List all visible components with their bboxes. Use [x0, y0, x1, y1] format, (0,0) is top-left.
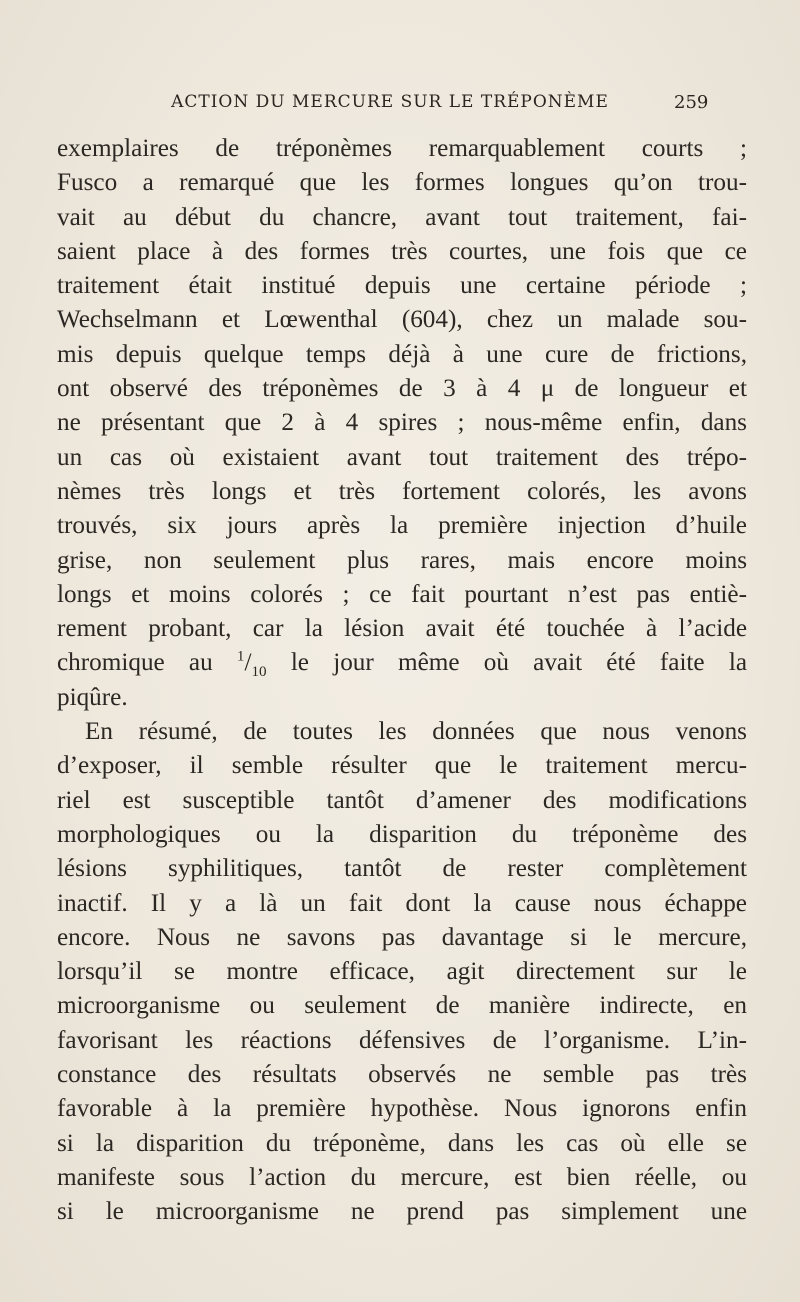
- text-line: si le microorganisme ne prend pas simplement une: [57, 1198, 747, 1226]
- text-line: Wechselmann et Lœwenthal (604), chez un malade sou-: [57, 306, 747, 334]
- text-line: exemplaires de tréponèmes remarquablement courts ;: [57, 135, 747, 162]
- text-line: vait au début du chancre, avant tout traitement, fai-: [57, 203, 747, 231]
- text-fragment: chromique au: [57, 649, 213, 677]
- text-line: mis depuis quelque temps déjà à une cure de frictions,: [57, 340, 747, 368]
- text-line-with-fraction: [57, 646, 747, 680]
- text-line: microorganisme ou seulement de manière indirecte, en: [57, 992, 747, 1020]
- text-line: nèmes très longs et très fortement colorés, les avons: [57, 477, 747, 505]
- running-header: ACTION DU MERCURE SUR LE TRÉPONÈME: [171, 92, 609, 112]
- text-line: favorable à la première hypothèse. Nous ignorons enfin: [57, 1095, 747, 1123]
- fraction: $^1/_{10}$: [236, 649, 267, 681]
- fraction-denominator: 10: [251, 664, 267, 681]
- text-line: lorsqu’il se montre efficace, agit directement sur le: [57, 958, 747, 986]
- text-line: traitement était institué depuis une certaine période ;: [57, 272, 747, 300]
- text-line: morphologiques ou la disparition du tréponème des: [57, 820, 747, 848]
- text-line: rement probant, car la lésion avait été touchée à l’acide: [57, 615, 747, 643]
- text-line: un cas où existaient avant tout traitement des trépo-: [57, 443, 747, 471]
- text-line: piqûre.: [57, 683, 128, 711]
- text-line: inactif. Il y a là un fait dont la cause nous échappe: [57, 889, 747, 917]
- text-line: Fusco a remarqué que les formes longues qu’on trou-: [57, 169, 747, 197]
- text-line: saient place à des formes très courtes, une fois que ce: [57, 237, 747, 265]
- text-line: constance des résultats observés ne semble pas très: [57, 1061, 747, 1089]
- paragraph-start-line: En résumé, de toutes les données que nous venons: [85, 718, 747, 746]
- text-line: si la disparition du tréponème, dans les cas où elle se: [57, 1129, 747, 1157]
- fraction-numerator: 1: [236, 649, 245, 666]
- text-line: grise, non seulement plus rares, mais encore moins: [57, 546, 747, 574]
- text-line: favorisant les réactions défensives de l’organisme. L’in-: [57, 1026, 747, 1054]
- text-line: manifeste sous l’action du mercure, est bien réelle, ou: [57, 1163, 747, 1191]
- text-line: ne présentant que 2 à 4 spires ; nous-même enfin, dans: [57, 409, 747, 437]
- text-line: lésions syphilitiques, tantôt de rester complètement: [57, 855, 747, 883]
- text-line: trouvés, six jours après la première injection d’huile: [57, 512, 747, 540]
- text-line: riel est susceptible tantôt d’amener des modifications: [57, 786, 747, 814]
- body-text: [57, 132, 747, 1230]
- text-line: d’exposer, il semble résulter que le traitement mercu-: [57, 752, 747, 780]
- page-number: 259: [674, 92, 709, 113]
- text-line: longs et moins colorés ; ce fait pourtant n’est pas entiè-: [57, 580, 747, 608]
- text-line: ont observé des tréponèmes de 3 à 4 μ de longueur et: [57, 375, 747, 403]
- text-line: encore. Nous ne savons pas davantage si le mercure,: [57, 923, 747, 951]
- text-fragment: le jour même où avait été faite la: [290, 649, 747, 677]
